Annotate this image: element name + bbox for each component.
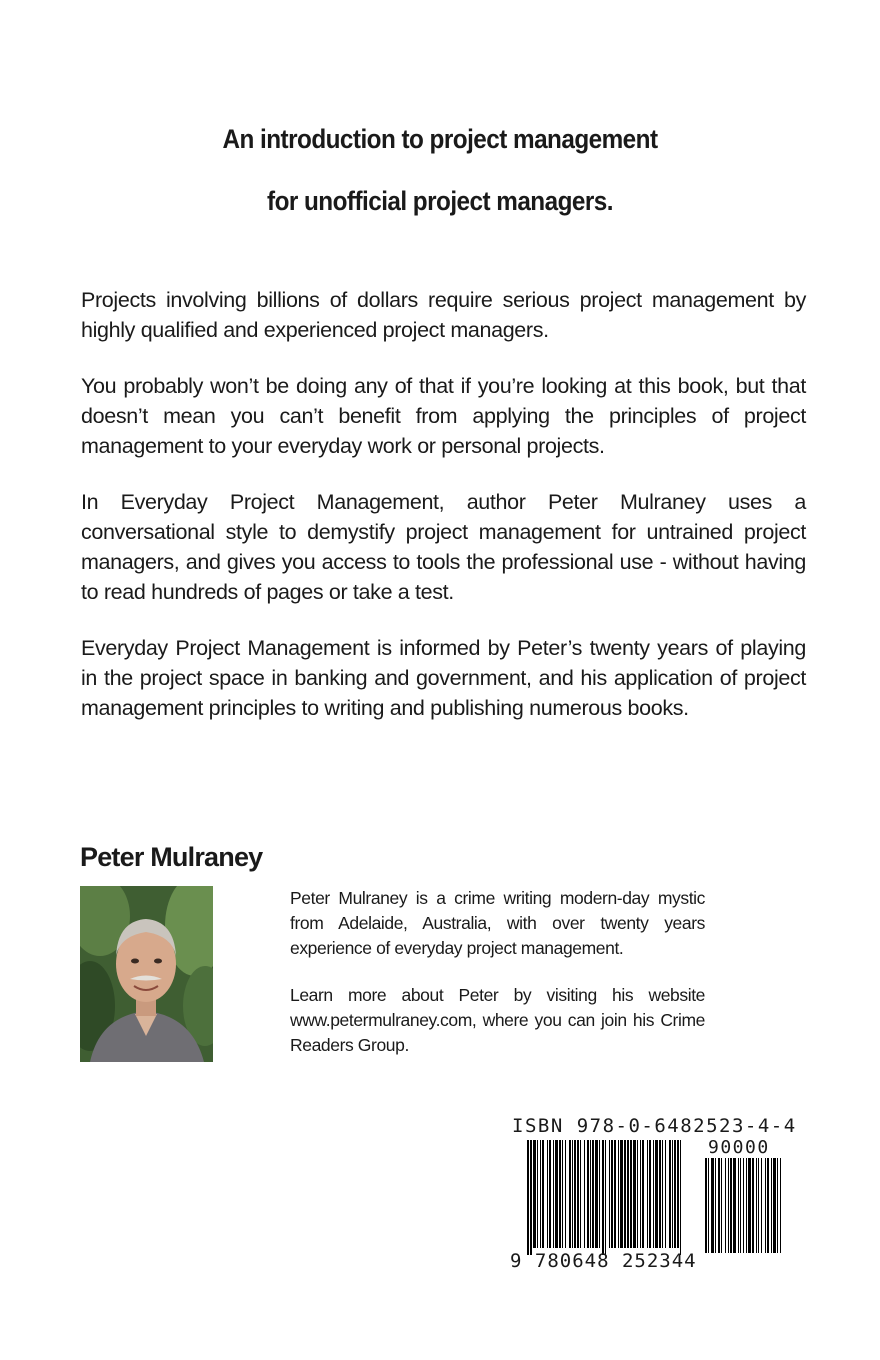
isbn-barcode [505,1140,785,1255]
barcode-bar [553,1140,554,1248]
barcode-bar [627,1140,629,1248]
barcode-bar [602,1140,604,1255]
addon-bar [771,1158,772,1253]
blurb-paragraph: Everyday Project Management is informed by Peter’s twenty years of playing in the project space in banking and government, and his application of project management principles to writing and publishing numerous books. [81,636,806,720]
addon-bar [708,1158,709,1253]
barcode-bar [620,1140,623,1248]
addon-bar [728,1158,729,1253]
addon-bar [730,1158,732,1253]
barcode-bar [653,1140,654,1248]
barcode-bar [555,1140,558,1248]
barcode-bar [592,1140,594,1248]
isbn-label: ISBN 978-0-6482523-4-4 [512,1115,797,1137]
barcode-bar [549,1140,551,1248]
barcode-bar [659,1140,661,1248]
addon-bar [721,1158,722,1253]
author-bio-paragraph: Learn more about Peter by visiting his website www.petermulraney.com, where you can join his Crime Readers Group. [290,985,705,1055]
addon-bar [733,1158,736,1253]
headline-line-1: An introduction to project management [222,124,658,154]
barcode-bar [647,1140,648,1248]
blurb-paragraph: Projects involving billions of dollars require serious project management by highly qualified and experienced project managers. [81,288,806,342]
barcode-bar [605,1140,606,1255]
addon-bar [743,1158,744,1253]
barcode-bar [577,1140,579,1248]
addon-bar [777,1158,778,1253]
addon-bar [725,1158,726,1253]
barcode-bar [572,1140,573,1248]
addon-bar [780,1158,781,1253]
barcode-bar [559,1140,561,1248]
author-photo [80,886,213,1062]
barcode-bar [609,1140,610,1248]
barcode-bar [565,1140,566,1248]
addon-bar [748,1158,751,1253]
addon-bar [761,1158,762,1253]
barcode-bar [614,1140,616,1248]
barcode-bar [618,1140,619,1248]
headline-line-2: for unofficial project managers. [267,186,613,216]
barcode-bar [665,1140,666,1248]
author-name: Peter Mulraney [80,842,263,872]
author-bio-paragraph: Peter Mulraney is a crime writing modern-day mystic from Adelaide, Australia, with over twenty years experience of everyday project management. [290,888,705,958]
addon-bar [756,1158,757,1253]
barcode-bar [533,1140,536,1248]
barcode-bar [584,1140,585,1248]
barcode-bar [637,1140,638,1248]
barcode-bar [537,1140,538,1248]
addon-bar [773,1158,776,1253]
barcode-bar [624,1140,626,1248]
barcode-bar [669,1140,671,1248]
barcode-bar [562,1140,563,1248]
barcode-bar [587,1140,589,1248]
barcode-bar [649,1140,651,1248]
addon-bar [765,1158,766,1253]
barcode-bar [540,1140,541,1248]
author-bio [290,886,705,1080]
barcode-bar [574,1140,576,1248]
barcode-bar [542,1140,544,1248]
barcode-bar [569,1140,571,1248]
barcode-bar [595,1140,598,1248]
barcode-bar [580,1140,581,1248]
blurb-paragraph: In Everyday Project Management, author Peter Mulraney uses a conversational style to demystify project management for untrained project managers, and gives you access to tools the professional use - without having to read hundreds of pages or take a test. [81,490,806,604]
barcode-bar [633,1140,636,1248]
addon-bar [758,1158,759,1253]
barcode-bar [640,1140,641,1248]
addon-bar [718,1158,720,1253]
barcode-bar [599,1140,600,1248]
addon-bar [738,1158,739,1253]
barcode-bar [655,1140,658,1248]
barcode-bar [674,1140,676,1248]
barcode-bar [680,1140,681,1255]
barcode-bar [677,1140,679,1248]
addon-bar [705,1158,707,1253]
barcode-bar [547,1140,548,1248]
addon-bar [767,1158,769,1253]
barcode-bar [611,1140,613,1248]
barcode-bar [590,1140,591,1248]
blurb-paragraph: You probably won’t be doing any of that if you’re looking at this book, but that doesn’t mean you can’t benefit from applying the principles of project management to your everyday work or personal projects. [81,374,806,458]
addon-bar [746,1158,747,1253]
barcode-bar [642,1140,644,1248]
barcode-bar [530,1140,532,1255]
barcode-ean-digits: 9 780648 252344 [510,1250,697,1272]
barcode-bar [672,1140,673,1248]
barcode-bar [662,1140,663,1248]
barcode-bar [527,1140,529,1255]
barcode-addon-digits: 90000 [708,1137,770,1158]
addon-bar [740,1158,741,1253]
addon-bar [752,1158,754,1253]
blurb [81,285,806,749]
addon-bar [715,1158,716,1253]
addon-bar [711,1158,714,1253]
barcode-bar [630,1140,632,1248]
author-portrait-image [80,886,213,1062]
